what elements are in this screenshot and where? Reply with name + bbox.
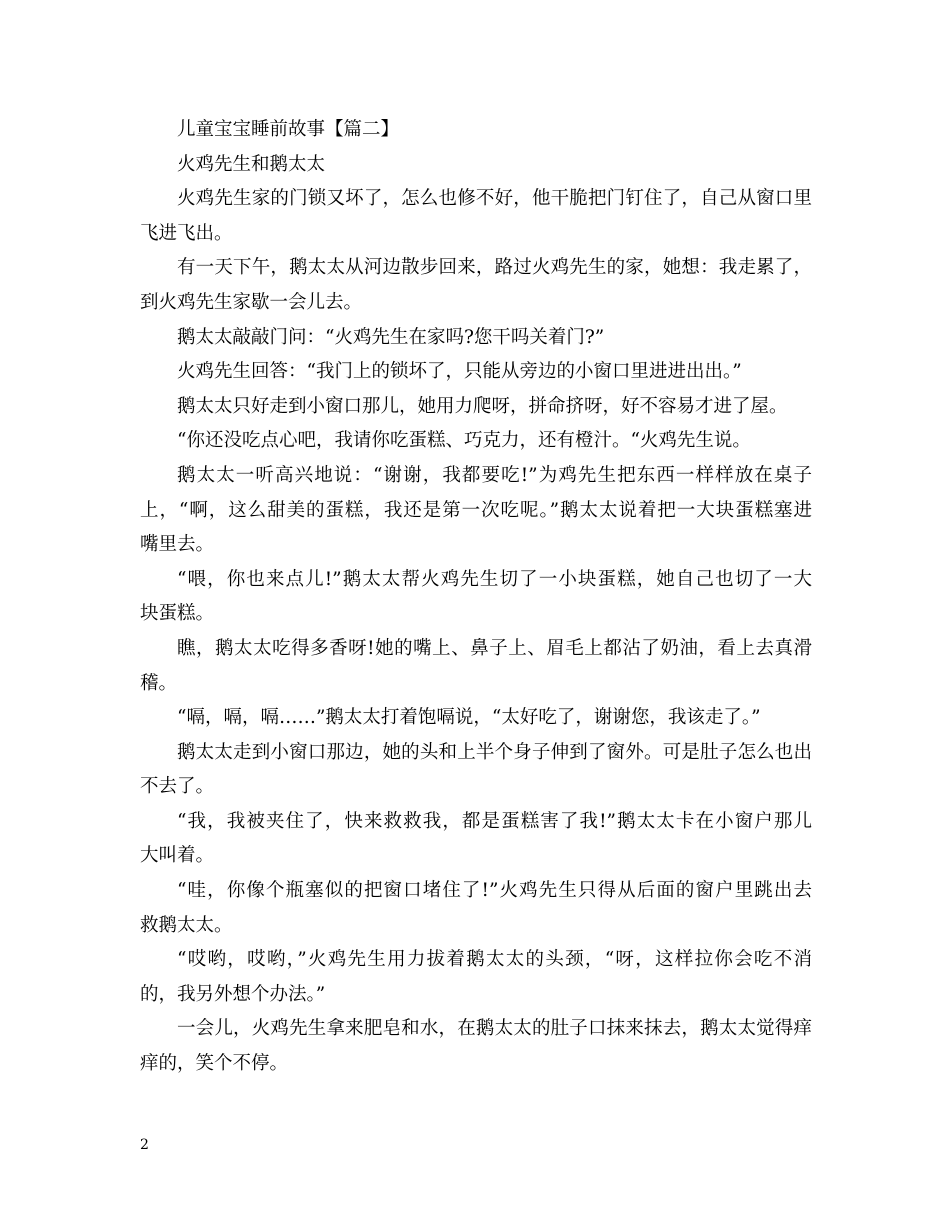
paragraph-line: “哎哟，哎哟，”火鸡先生用力拔着鹅太太的头颈，“呀，这样拉你会吃不消 (177, 949, 812, 971)
paragraph-line: 有一天下午，鹅太太从河边散步回来，路过火鸡先生的家，她想：我走累了， (177, 257, 812, 279)
paragraph-line: 救鹅太太。 (140, 914, 233, 936)
document-body (140, 113, 812, 1082)
paragraph-line: “嗝，嗝，嗝……”鹅太太打着饱嗝说，“太好吃了，谢谢您，我该走了。” (177, 707, 761, 729)
paragraph-line: 飞进飞出。 (140, 222, 233, 244)
paragraph-line: 火鸡先生家的门锁又坏了，怎么也修不好，他干脆把门钉住了，自己从窗口里 (177, 188, 812, 210)
paragraph-line: 块蛋糕。 (140, 603, 215, 625)
page-number: 2 (140, 1137, 149, 1153)
paragraph-line: 嘴里去。 (140, 534, 215, 556)
story-title: 火鸡先生和鹅太太 (177, 153, 326, 175)
paragraph-line: 鹅太太敲敲门问：“火鸡先生在家吗?您干吗关着门?” (177, 326, 605, 348)
paragraph-line: 瞧，鹅太太吃得多香呀!她的嘴上、鼻子上、眉毛上都沾了奶油，看上去真滑 (177, 637, 812, 659)
paragraph-line: 一会儿，火鸡先生拿来肥皂和水，在鹅太太的肚子口抹来抹去，鹅太太觉得痒 (177, 1018, 812, 1040)
paragraph-line: “哇，你像个瓶塞似的把窗口堵住了!”火鸡先生只得从后面的窗户里跳出去 (177, 880, 812, 902)
paragraph-line: “喂，你也来点儿!”鹅太太帮火鸡先生切了一小块蛋糕，她自己也切了一大 (177, 568, 812, 590)
paragraph-line: 上，“啊，这么甜美的蛋糕，我还是第一次吃呢。”鹅太太说着把一大块蛋糕塞进 (140, 499, 812, 521)
paragraph-line: 的，我另外想个办法。” (140, 983, 326, 1005)
paragraph-line: 大叫着。 (140, 845, 215, 867)
paragraph-line: 不去了。 (140, 776, 215, 798)
paragraph-line: 鹅太太走到小窗口那边，她的头和上半个身子伸到了窗外。可是肚子怎么也出 (177, 741, 812, 763)
paragraph-line: 鹅太太只好走到小窗口那儿，她用力爬呀，拼命挤呀，好不容易才进了屋。 (177, 395, 788, 417)
paragraph-line: 稽。 (140, 672, 178, 694)
paragraph-line: 痒的，笑个不停。 (140, 1053, 289, 1075)
paragraph-line: “我，我被夹住了，快来救救我，都是蛋糕害了我!”鹅太太卡在小窗户那儿 (177, 810, 812, 832)
paragraph-line: “你还没吃点心吧，我请你吃蛋糕、巧克力，还有橙汁。“火鸡先生说。 (177, 430, 751, 452)
paragraph-line: 鹅太太一听高兴地说：“谢谢，我都要吃!”为鸡先生把东西一样样放在桌子 (177, 464, 812, 486)
paragraph-line: 火鸡先生回答：“我门上的锁坏了，只能从旁边的小窗口里进进出出。” (177, 361, 742, 383)
story-heading: 儿童宝宝睡前故事【篇二】 (177, 119, 400, 140)
paragraph-line: 到火鸡先生家歇一会儿去。 (140, 291, 363, 313)
